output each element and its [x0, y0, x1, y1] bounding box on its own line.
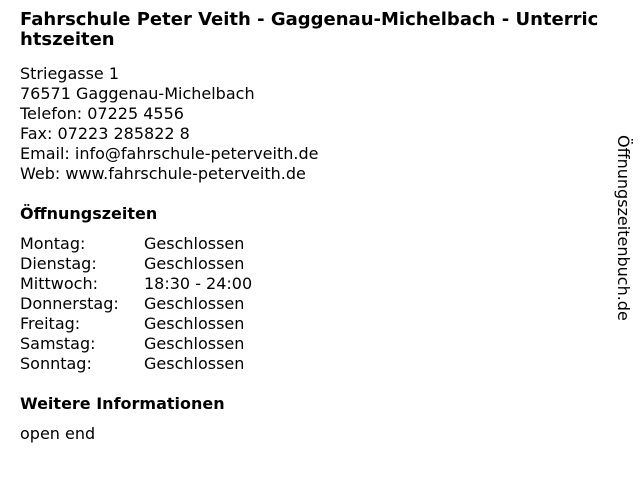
hours-row-saturday	[20, 334, 252, 354]
hours-value: Geschlossen	[144, 334, 245, 353]
hours-value: Geschlossen	[144, 254, 245, 273]
hours-row-friday	[20, 314, 252, 334]
address-block	[20, 64, 318, 184]
address-city: 76571 Gaggenau-Michelbach	[20, 84, 255, 103]
hours-value: Geschlossen	[144, 354, 245, 373]
hours-day-label: Montag:	[20, 234, 86, 253]
more-info-heading: Weitere Informationen	[20, 394, 225, 413]
brand-watermark: Öffnungszeitenbuch.de	[614, 135, 633, 321]
address-fax: Fax: 07223 285822 8	[20, 124, 190, 143]
address-street: Striegasse 1	[20, 64, 120, 83]
hours-day-label: Sonntag:	[20, 354, 92, 373]
hours-value: Geschlossen	[144, 294, 245, 313]
hours-day-label: Mittwoch:	[20, 274, 98, 293]
opening-hours-heading: Öffnungszeiten	[20, 204, 158, 223]
hours-value: Geschlossen	[144, 314, 245, 333]
hours-day-label: Samstag:	[20, 334, 96, 353]
page-title: Fahrschule Peter Veith - Gaggenau-Michelbach - Unterrichtszeiten	[20, 9, 599, 50]
hours-row-monday	[20, 234, 252, 254]
hours-value: 18:30 - 24:00	[144, 274, 253, 293]
hours-day-label: Freitag:	[20, 314, 81, 333]
address-web: Web: www.fahrschule-peterveith.de	[20, 164, 306, 183]
hours-row-sunday	[20, 354, 252, 374]
address-phone: Telefon: 07225 4556	[20, 104, 184, 123]
hours-row-wednesday	[20, 274, 252, 294]
hours-day-label: Donnerstag:	[20, 294, 119, 313]
hours-row-tuesday	[20, 254, 252, 274]
more-info-text: open end	[20, 424, 96, 443]
hours-day-label: Dienstag:	[20, 254, 97, 273]
hours-value: Geschlossen	[144, 234, 245, 253]
hours-row-thursday	[20, 294, 252, 314]
address-email: Email: info@fahrschule-peterveith.de	[20, 144, 319, 163]
opening-hours-table	[20, 234, 252, 374]
